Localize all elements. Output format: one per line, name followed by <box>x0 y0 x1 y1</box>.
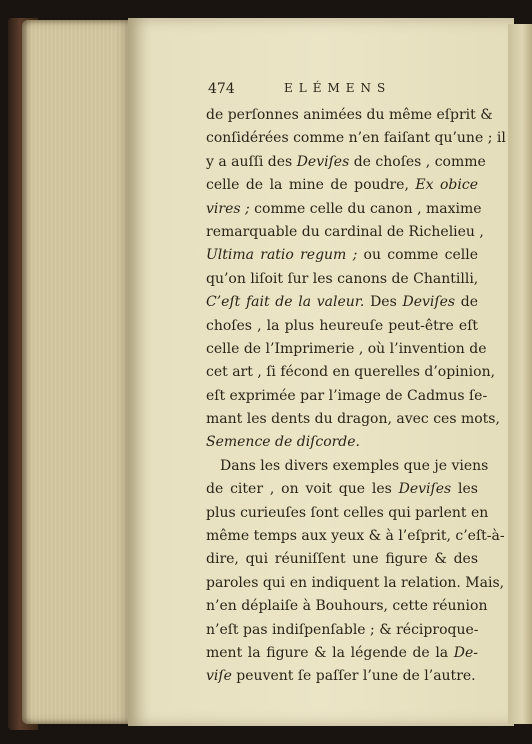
running-header <box>206 81 478 101</box>
text-line <box>206 665 478 688</box>
text-line <box>206 104 493 127</box>
text-run: y a auſſi des <box>206 153 297 170</box>
italic-text: Deviſes <box>398 481 452 498</box>
text-line <box>206 127 506 150</box>
italic-text: Ultima ratio regum ; <box>206 247 358 264</box>
text-line <box>206 431 478 454</box>
facing-page-edge <box>508 24 532 724</box>
paragraph-2 <box>206 455 505 689</box>
text-run: mant les dents du dragon, avec ces mots, <box>206 411 500 428</box>
text-line <box>206 572 505 595</box>
text-run: dire, qui réuniſſent une figure & des <box>206 551 478 568</box>
text-line <box>206 268 478 291</box>
text-run: de citer , on voit que les <box>206 481 399 498</box>
text-run: conſidérées comme n’en faiſant qu’une ; il <box>206 130 506 147</box>
text-line <box>206 525 505 548</box>
text-run: de <box>455 294 478 311</box>
italic-text: De- <box>453 644 478 661</box>
text-line <box>206 291 478 314</box>
text-line <box>206 619 478 642</box>
italic-text: Semence de diſcorde. <box>206 434 361 451</box>
italic-text: Deviſes <box>296 153 350 170</box>
italic-text: viſe <box>206 668 232 685</box>
text-run: celle de l’Imprimerie , où l’invention de <box>206 340 487 357</box>
text-line <box>206 595 488 618</box>
text-line <box>206 221 484 244</box>
text-line <box>206 548 478 571</box>
text-run: plus curieuſes ſont celles qui parlent en <box>206 504 489 521</box>
text-line <box>206 408 500 431</box>
paragraph-1 <box>206 104 506 455</box>
text-line <box>206 642 478 665</box>
text-run: même temps aux yeux & à l’eſprit, c’eſt-à- <box>206 528 505 545</box>
text-run: Dans les divers exemples que je viens <box>220 457 489 474</box>
page-edges <box>22 20 132 724</box>
text-line <box>206 385 488 408</box>
text-line <box>206 151 486 174</box>
italic-text: vires ; <box>206 200 250 217</box>
text-run: choſes , la plus heureuſe peut-être eſt <box>206 317 478 334</box>
italic-text: C’eſt fait de la valeur. <box>206 294 365 311</box>
text-run: cet art , ſi fécond en querelles d’opinion, <box>206 364 496 381</box>
text-line <box>206 198 482 221</box>
running-title: ELÉMENS <box>284 81 392 95</box>
text-line <box>206 478 478 501</box>
text-run: les <box>451 481 478 498</box>
text-run: peuvent ſe paſſer l’une de l’autre. <box>231 668 476 685</box>
text-line <box>206 502 489 525</box>
page-number: 474 <box>208 81 235 97</box>
text-run: qu’on liſoit ſur les canons de Chantilli, <box>206 270 479 287</box>
text-line <box>206 338 487 361</box>
body-text <box>206 104 506 689</box>
text-run: ou comme celle <box>357 247 478 264</box>
italic-text: Deviſes <box>402 294 456 311</box>
text-line <box>206 361 496 384</box>
text-run: remarquable du cardinal de Richelieu , <box>206 223 484 240</box>
text-line <box>206 174 478 197</box>
text-run: celle de la mine de poudre, <box>206 177 416 194</box>
text-run: Des <box>364 294 403 311</box>
text-run: de choſes , comme <box>349 153 486 170</box>
text-run: n’en déplaiſe à Bouhours, cette réunion <box>206 598 488 615</box>
text-line <box>206 315 478 338</box>
text-run: ment la figure & la légende de la <box>206 644 454 661</box>
text-run: n’eſt pas indiſpenſable ; & réciproque- <box>206 621 479 638</box>
text-run: paroles qui en indiquent la relation. Mais, <box>206 574 505 591</box>
text-line <box>206 244 478 267</box>
italic-text: Ex obice <box>415 177 478 194</box>
text-run: comme celle du canon , maxime <box>249 200 482 217</box>
text-run: de perſonnes animées du même eſprit & <box>206 107 493 123</box>
text-run: eſt exprimée par l’image de Cadmus ſe- <box>206 387 488 404</box>
text-line <box>206 455 489 478</box>
